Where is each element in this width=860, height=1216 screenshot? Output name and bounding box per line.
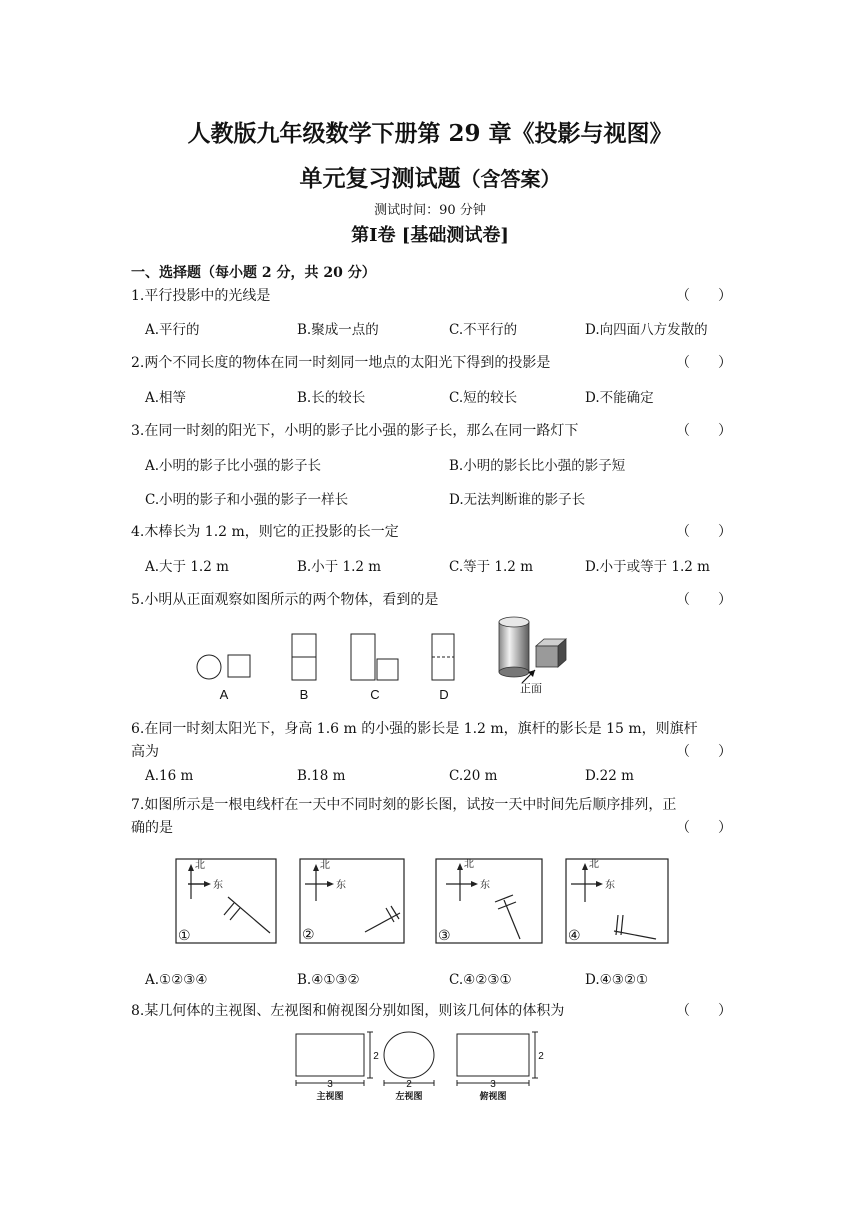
question-1-option-d[interactable]: D.向四面八方发散的 [585,322,708,338]
panel-number-2: ② [302,926,315,942]
compass-east-label-2: 东 [336,880,346,891]
dim-front-height: 2 [373,1051,379,1062]
question-4-answer-paren[interactable]: （ ） [676,524,732,540]
question-6-option-a[interactable]: A.16 m [145,768,194,784]
panel-number-3: ③ [438,927,451,943]
question-3-option-a[interactable]: A.小明的影子比小强的影子长 [145,458,322,474]
question-4-option-d[interactable]: D.小于或等于 1.2 m [585,559,710,575]
figure-label-d: D [439,687,449,702]
subtitle-suffix: （含答案） [460,167,561,191]
question-4-stem: 4.木棒长为 1.2 m，则它的正投影的长一定 [131,524,399,540]
question-2-stem: 2.两个不同长度的物体在同一时刻同一地点的太阳光下得到的投影是 [131,355,551,371]
question-1-option-a[interactable]: A.平行的 [145,322,200,338]
dim-front-width: 3 [327,1079,333,1090]
question-5-stem: 5.小明从正面观察如图所示的两个物体，看到的是 [131,592,439,608]
figure-label-front: 正面 [520,683,542,695]
figure-a-circle [197,655,221,679]
question-7-figure [172,855,672,950]
question-6-option-d[interactable]: D.22 m [585,768,634,784]
compass-north-label-1: 北 [195,860,205,871]
question-3-option-b[interactable]: B.小明的影长比小强的影子短 [449,458,626,474]
figure-label-c: C [370,687,380,702]
figure-label-a: A [219,687,229,702]
question-4-option-a[interactable]: A.大于 1.2 m [145,559,229,575]
question-3-stem: 3.在同一时刻的阳光下，小明的影子比小强的影子长，那么在同一路灯下 [131,423,579,439]
side-view-circle [384,1032,434,1078]
question-6-option-b[interactable]: B.18 m [297,768,346,784]
compass-north-label-4: 北 [589,859,599,870]
question-8-stem: 8.某几何体的主视图、左视图和俯视图分别如图，则该几何体的体积为 [131,1003,565,1019]
question-4-option-b[interactable]: B.小于 1.2 m [297,559,382,575]
question-4-option-c[interactable]: C.等于 1.2 m [449,559,533,575]
question-8-answer-paren[interactable]: （ ） [676,1003,732,1019]
question-5-figure [190,612,590,702]
question-8-figure [290,1028,550,1104]
test-time: 测试时间：90 分钟 [374,203,486,218]
question-1-option-b[interactable]: B.聚成一点的 [297,322,379,338]
figure-label-b: B [299,687,309,702]
figure-a-square [228,655,250,677]
compass-north-label-3: 北 [464,859,474,870]
question-2-option-a[interactable]: A.相等 [145,390,187,406]
front-view-label: 主视图 [316,1091,344,1101]
panel-number-1: ① [178,927,191,943]
question-6-stem-line1: 6.在同一时刻太阳光下，身高 1.6 m 的小强的影长是 1.2 m，旗杆的影长是 15 m，则旗杆 [131,721,698,737]
question-2-option-c[interactable]: C.短的较长 [449,390,518,406]
question-7-option-c[interactable]: C.④②③① [449,972,512,988]
subtitle-main: 单元复习测试题 [299,165,461,192]
compass-east-label-4: 东 [605,880,615,891]
figure-c-square [377,659,398,680]
dim-top-height: 2 [538,1051,544,1062]
panel-number-4: ④ [568,927,581,943]
dim-side-width: 2 [406,1079,412,1090]
figure-3d-objects [499,617,566,683]
question-3-answer-paren[interactable]: （ ） [676,423,732,439]
top-view-rect [457,1034,529,1076]
question-5-answer-paren[interactable]: （ ） [676,592,732,608]
section-title: 一、选择题（每小题 2 分，共 20 分） [131,265,376,281]
side-view-label: 左视图 [395,1091,423,1101]
question-1-stem: 1.平行投影中的光线是 [131,288,271,304]
front-view-rect [296,1034,364,1076]
compass-north-label-2: 北 [320,860,330,871]
question-7-answer-paren[interactable]: （ ） [676,820,732,836]
question-6-answer-paren[interactable]: （ ） [676,744,732,760]
question-7-stem-line1: 7.如图所示是一根电线杆在一天中不同时刻的影长图，试按一天中时间先后顺序排列，正 [131,797,677,813]
compass-east-label-3: 东 [480,880,490,891]
document-title: 人教版九年级数学下册第 29 章《投影与视图》 [187,120,673,147]
question-1-answer-paren[interactable]: （ ） [676,288,732,304]
question-6-option-c[interactable]: C.20 m [449,768,498,784]
question-6-stem-line2: 高为 [131,744,159,760]
figure-c-tall-rect [351,634,375,680]
question-3-option-c[interactable]: C.小明的影子和小强的影子一样长 [145,492,349,508]
compass-east-label-1: 东 [213,880,223,891]
question-7-option-d[interactable]: D.④③②① [585,972,649,988]
document-subtitle [0,160,860,193]
dim-top-width: 3 [490,1079,496,1090]
question-2-answer-paren[interactable]: （ ） [676,355,732,371]
top-view-label: 俯视图 [479,1091,507,1101]
question-1-option-c[interactable]: C.不平行的 [449,322,518,338]
question-7-option-a[interactable]: A.①②③④ [145,972,208,988]
question-2-option-b[interactable]: B.长的较长 [297,390,366,406]
question-7-stem-line2: 确的是 [131,820,173,836]
question-7-option-b[interactable]: B.④①③② [297,972,360,988]
question-2-option-d[interactable]: D.不能确定 [585,390,654,406]
question-3-option-d[interactable]: D.无法判断谁的影子长 [449,492,586,508]
volume-heading: 第Ⅰ卷 [基础测试卷] [351,225,509,246]
